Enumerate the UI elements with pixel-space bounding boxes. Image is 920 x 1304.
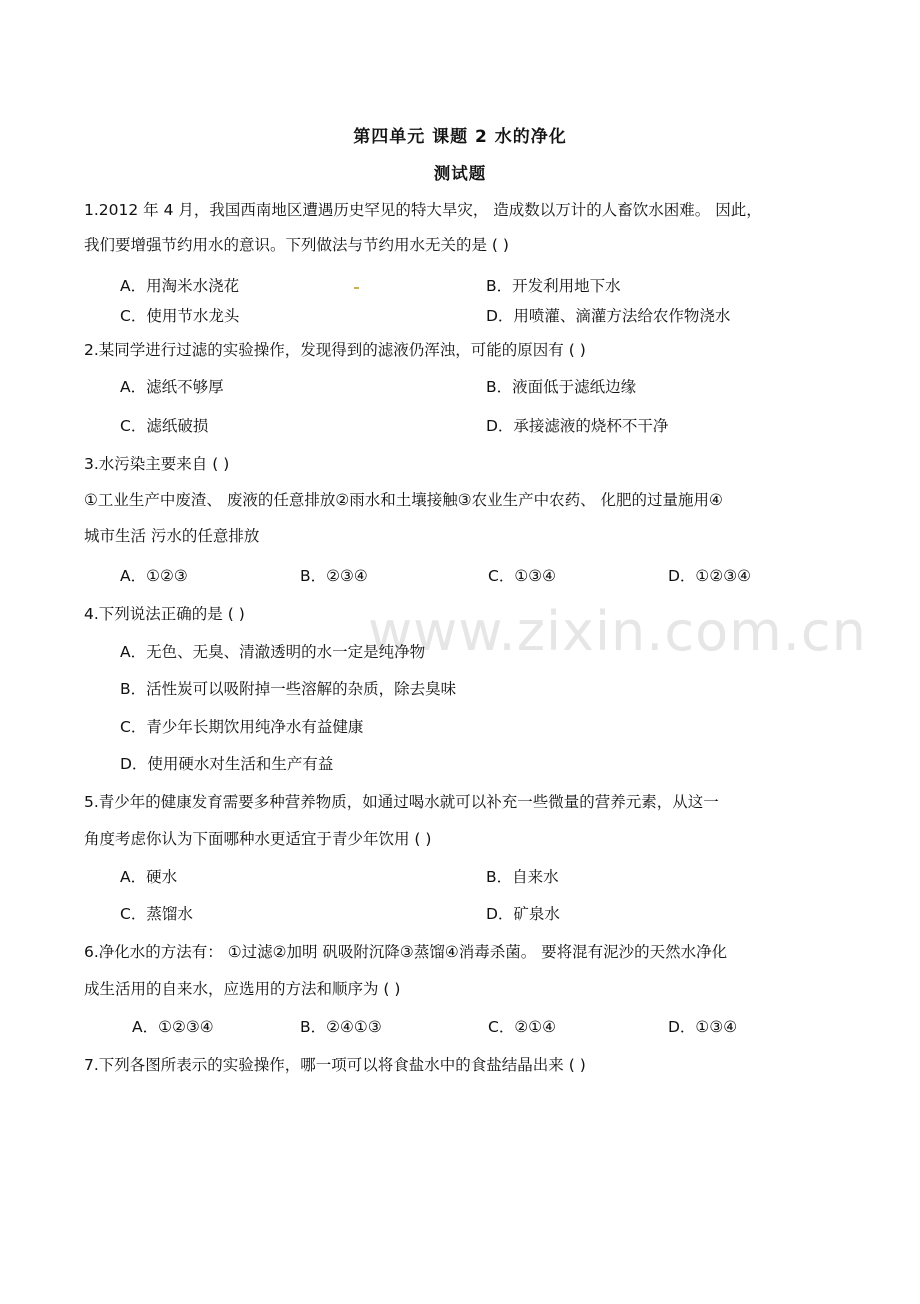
question-5-option-a: A．硬水 [120,868,178,886]
question-4-line-1: 4.下列说法正确的是 ( ) [84,605,245,623]
question-5-option-c: C．蒸馏水 [120,905,193,923]
question-4-option-c: C．青少年长期饮用纯净水有益健康 [120,718,364,736]
question-6-option-c: C．②①④ [488,1018,557,1036]
question-1-option-a: A．用淘米水浇花 [120,277,240,295]
question-3-line-1: 3.水污染主要来自 ( ) [84,455,230,473]
question-4-option-a: A．无色、无臭、清澈透明的水一定是纯净物 [120,643,426,661]
question-3-option-b: B．②③④ [300,567,368,585]
question-3-option-a: A．①②③ [120,567,188,585]
question-2-option-c: C．滤纸破损 [120,417,209,435]
question-2-option-b: B．液面低于滤纸边缘 [486,378,637,396]
speck-mark [354,287,359,289]
question-6-option-b: B．②④①③ [300,1018,382,1036]
question-3-option-d: D．①②③④ [668,567,752,585]
question-6-option-a: A．①②③④ [132,1018,214,1036]
question-3-line-2: ①工业生产中废渣、 废液的任意排放②雨水和土壤接触③农业生产中农药、 化肥的过量施用④ [84,491,723,509]
question-1-option-d: D．用喷灌、滴灌方法给农作物浇水 [486,307,731,325]
question-5-option-b: B．自来水 [486,868,559,886]
question-3-line-3: 城市生活 污水的任意排放 [84,527,260,545]
page-title: 第四单元 课题 2 水的净化 [353,127,567,147]
question-5-line-2: 角度考虑你认为下面哪种水更适宜于青少年饮用 ( ) [84,830,432,848]
question-1-line-1: 1.2012 年 4 月，我国西南地区遭遇历史罕见的特大旱灾， 造成数以万计的人畜饮水困难。 因此， [84,201,762,219]
question-5-option-d: D．矿泉水 [486,905,560,923]
question-1-line-2: 我们要增强节约用水的意识。下列做法与节约用水无关的是 ( ) [84,236,509,254]
question-4-option-d: D．使用硬水对生活和生产有益 [120,755,334,773]
question-6-option-d: D．①③④ [668,1018,738,1036]
question-2-option-a: A．滤纸不够厚 [120,378,224,396]
question-5-line-1: 5.青少年的健康发育需要多种营养物质，如通过喝水就可以补充一些微量的营养元素，从这一 [84,793,719,811]
question-7-line-1: 7.下列各图所表示的实验操作，哪一项可以将食盐水中的食盐结晶出来 ( ) [84,1056,586,1074]
question-2-line-1: 2.某同学进行过滤的实验操作，发现得到的滤液仍浑浊，可能的原因有 ( ) [84,341,586,359]
question-4-option-b: B．活性炭可以吸附掉一些溶解的杂质，除去臭味 [120,680,457,698]
question-1-option-b: B．开发利用地下水 [486,277,621,295]
question-6-line-1: 6.净化水的方法有： ①过滤②加明 矾吸附沉降③蒸馏④消毒杀菌。 要将混有泥沙的天然水净化 [84,943,728,961]
watermark-text: www.zixin.com.cn [368,600,867,663]
question-2-option-d: D．承接滤液的烧杯不干净 [486,417,669,435]
question-3-option-c: C．①③④ [488,567,557,585]
question-6-line-2: 成生活用的自来水，应选用的方法和顺序为 ( ) [84,980,401,998]
question-1-option-c: C．使用节水龙头 [120,307,240,325]
page-subtitle: 测试题 [433,164,487,183]
